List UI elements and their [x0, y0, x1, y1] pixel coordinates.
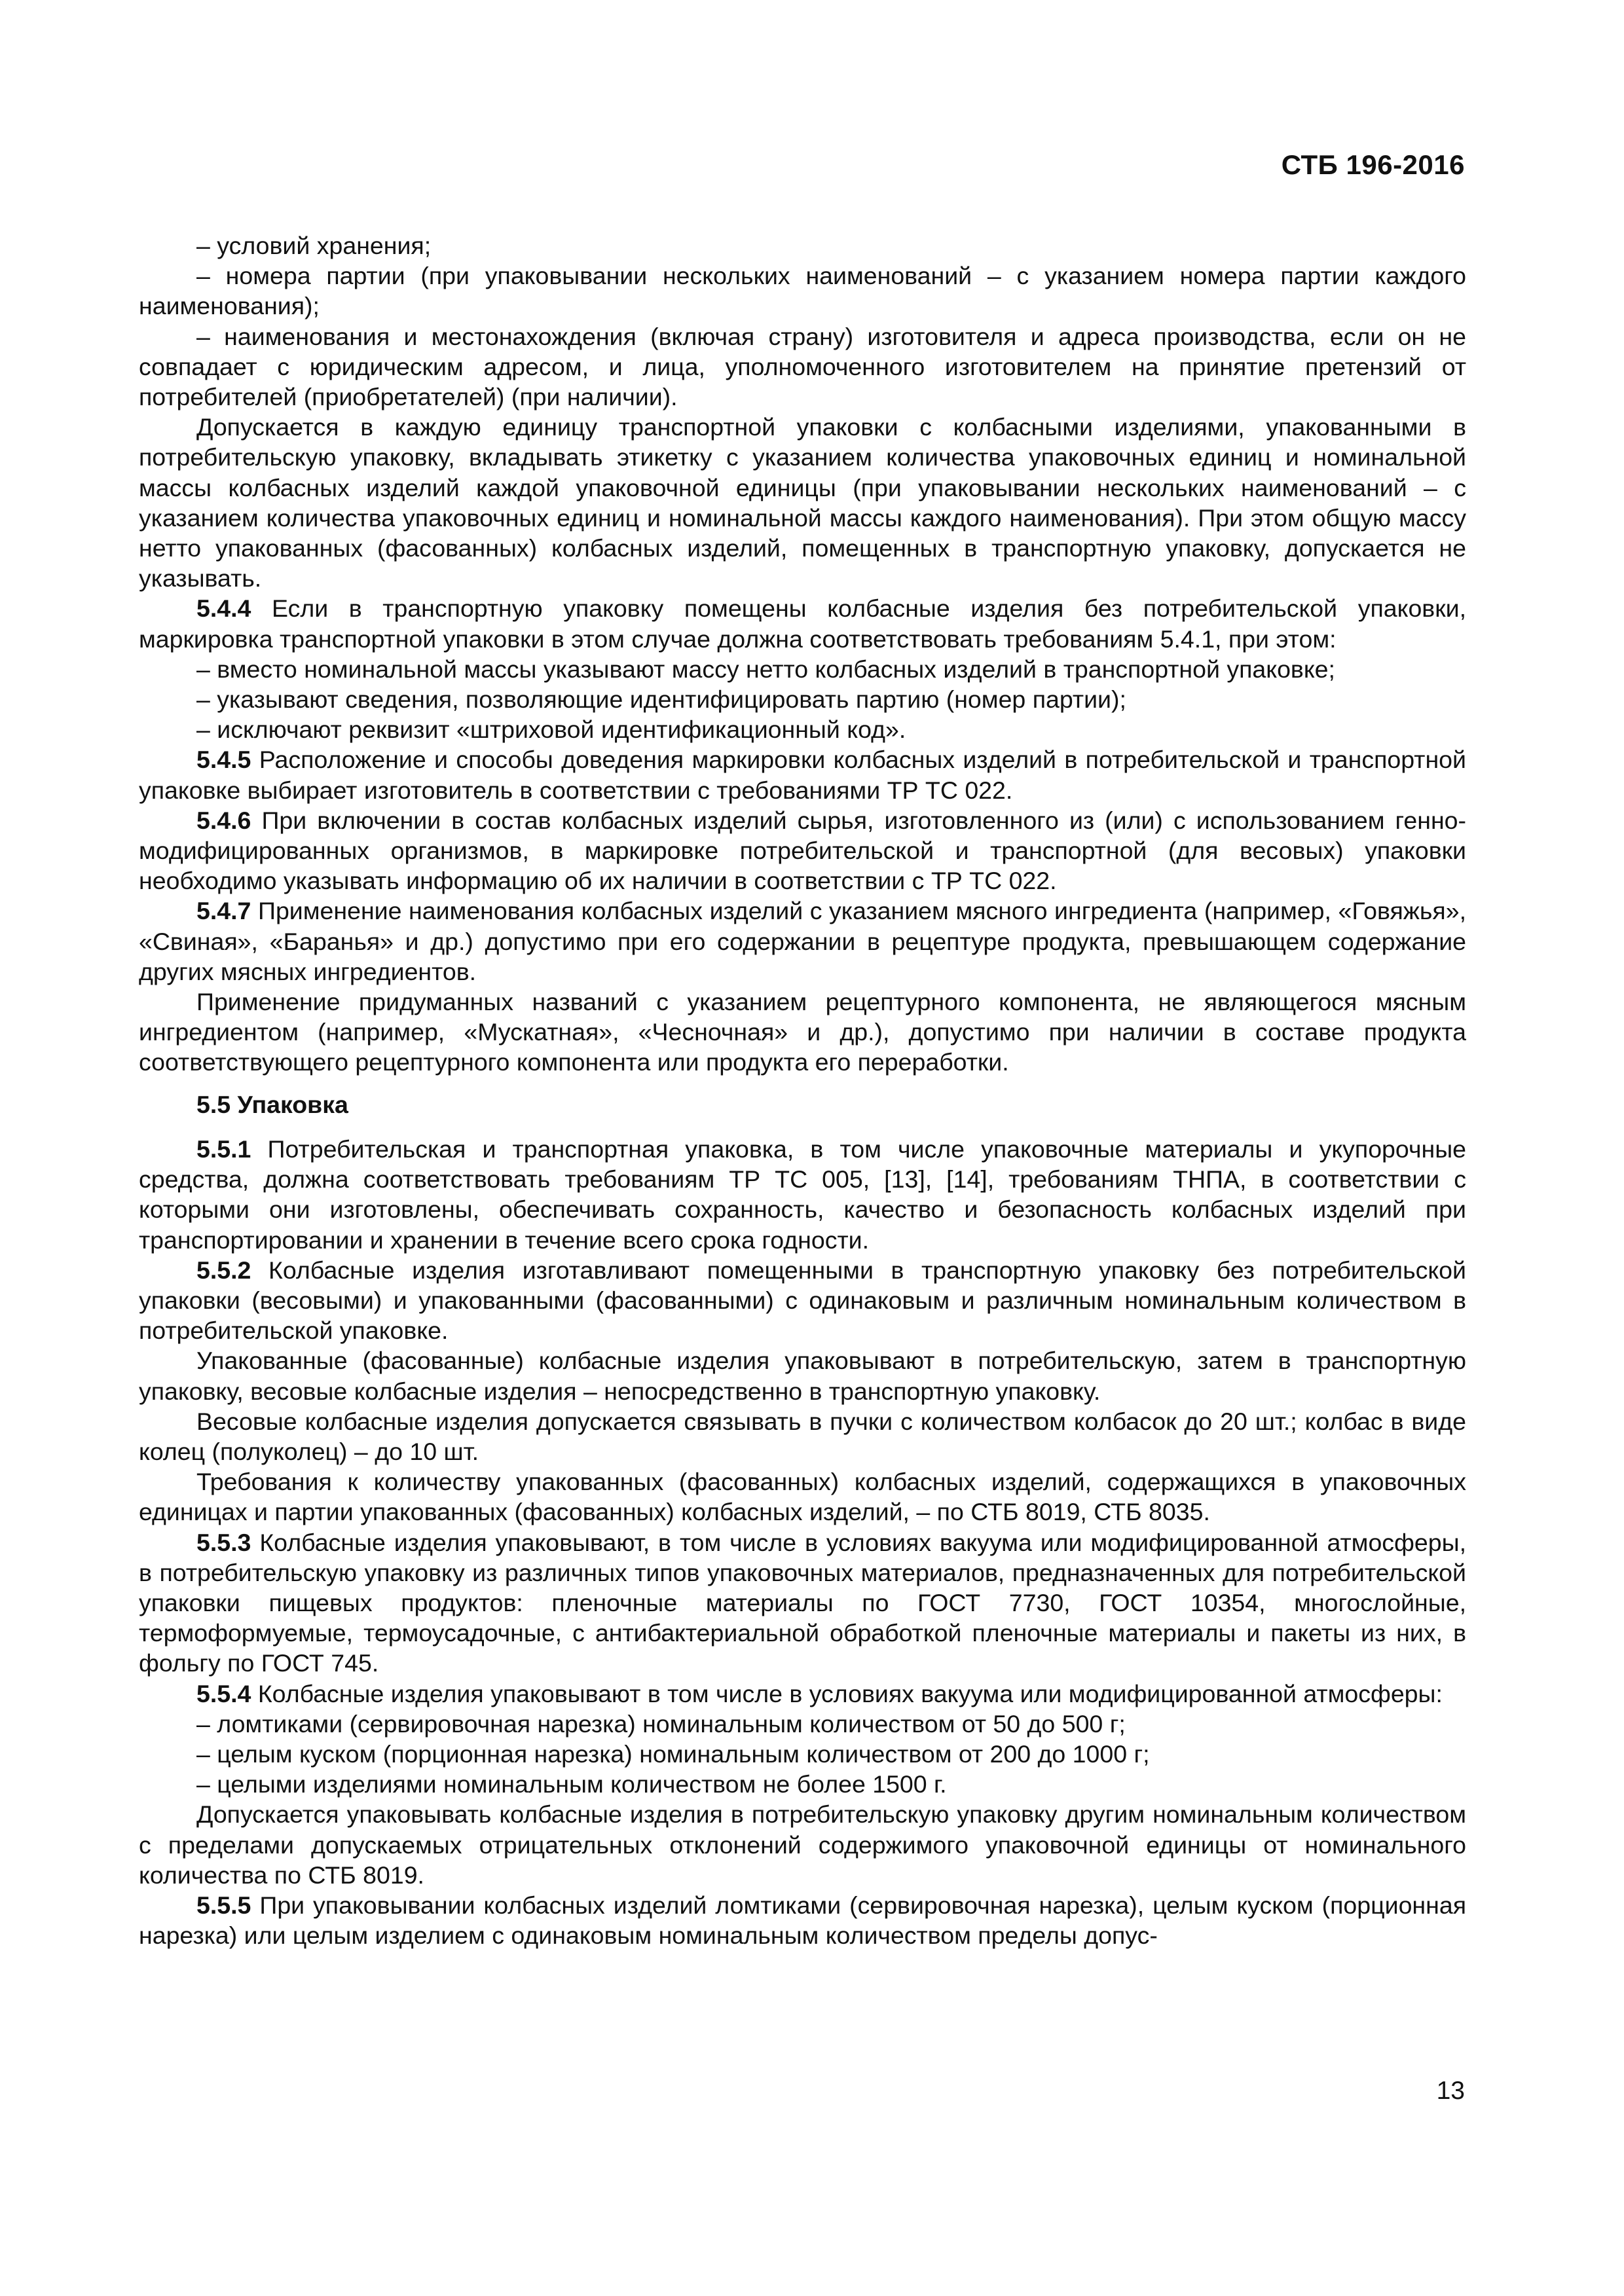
list-item-batch-info: – указывают сведения, позволяющие идентифицировать партию (номер партии);	[196, 685, 1126, 714]
clause-number: 5.4.4	[196, 594, 251, 623]
clause-5-4-4: 5.4.4 Если в транспортную упаковку помещены колбасные изделия без потребительской упаковки, маркировка транспортной упаковки в этом случае должна соответствовать требованиям 5.4.1, при этом:	[139, 594, 1466, 653]
clause-5-5-2: 5.5.2 Колбасные изделия изготавливают помещенными в транспортную упаковку без потребительской упаковки (весовыми) и упакованными (фасованными) с одинаковым и различным номинальным количеством в потребительской упаковке.	[139, 1256, 1466, 1345]
list-item-whole-piece: – целым куском (порционная нарезка) номинальным количеством от 200 до 1000 г;	[196, 1740, 1150, 1768]
paragraph-manufacturer: – наименования и местонахождения (включая страну) изготовителя и адреса производства, если он не совпадает с юридическим адресом, и лица, уполномоченного изготовителем на принятие претензий от потребителей (приобретателей) (при наличии).	[139, 322, 1466, 411]
clause-5-4-7: 5.4.7 Применение наименования колбасных изделий с указанием мясного ингредиента (например, «Говяжья», «Свиная», «Баранья» и др.) допустимо при его содержании в рецептуре продукта, превышающем содержание других мясных ингредиентов.	[139, 897, 1467, 985]
clause-number: 5.5.5	[196, 1891, 251, 1919]
list-item-barcode: – исключают реквизит «штриховой идентификационный код».	[196, 716, 906, 744]
standard-code-header: СТБ 196-2016	[1281, 149, 1465, 180]
clause-5-5-3: 5.5.3 Колбасные изделия упаковывают, в том числе в условиях вакуума или модифицированной атмосферы, в потребительскую упаковку из различных типов упаковочных материалов, предназначенных для потребительской упаковки пищевых продуктов: пленочные материалы по ГОСТ 7730, ГОСТ 10354, многослойные, термоформуемые, термоусадочные, с антибактериальной обработкой пленочные материалы и пакеты из них, в фольгу по ГОСТ 745.	[139, 1528, 1466, 1677]
document-body	[139, 230, 1466, 1950]
list-item-whole-products: – целыми изделиями номинальным количеством не более 1500 г.	[196, 1770, 947, 1798]
paragraph-bundles: Весовые колбасные изделия допускается связывать в пучки с количеством колбасок до 20 шт.; колбас в виде колец (полуколец) – до 10 шт.	[139, 1407, 1466, 1465]
paragraph-invented-names: Применение придуманных названий с указанием рецептурного компонента, не являющегося мясным ингредиентом (например, «Мускатная», «Чесночная» и др.), допустимо при наличии в составе продукта соответствующего рецептурного компонента или продукта его переработки.	[139, 988, 1466, 1076]
clause-number: 5.4.6	[196, 806, 251, 834]
clause-number: 5.5.4	[196, 1679, 251, 1707]
clause-5-5-1: 5.5.1 Потребительская и транспортная упаковка, в том числе упаковочные материалы и укупорочные средства, должна соответствовать требованиям ТР ТС 005, [13], [14], требованиям ТНПА, в соответствии с которыми они изготовлены, обеспечивать сохранность, качество и безопасность колбасных изделий при транспортировании и хранении в течение всего срока годности.	[139, 1135, 1466, 1254]
paragraph-quantity-requirements: Требования к количеству упакованных (фасованных) колбасных изделий, содержащихся в упаковочных единицах и партии упакованных (фасованных) колбасных изделий, – по СТБ 8019, СТБ 8035.	[139, 1468, 1466, 1526]
clause-number: 5.5.2	[196, 1256, 251, 1284]
paragraph-other-quantity: Допускается упаковывать колбасные изделия в потребительскую упаковку другим номинальным количеством с пределами допускаемых отрицательных отклонений содержимого упаковочной единицы от номинального количества по СТБ 8019.	[139, 1800, 1466, 1889]
clause-number: 5.4.7	[196, 897, 251, 925]
clause-5-4-6: 5.4.6 При включении в состав колбасных изделий сырья, изготовленного из (или) с использованием генно-модифицированных организмов, в маркировке потребительской и транспортной (для весовых) упаковки необходимо указывать информацию об их наличии в соответствии с ТР ТС 022.	[139, 806, 1466, 895]
page-number: 13	[1436, 2077, 1465, 2105]
clause-number: 5.5.3	[196, 1528, 251, 1556]
clause-5-4-5: 5.4.5 Расположение и способы доведения маркировки колбасных изделий в потребительской и транспортной упаковке выбирает изготовитель в соответствии с требованиями ТР ТС 022.	[139, 746, 1466, 804]
paragraph-batch-number: – номера партии (при упаковывании нескольких наименований – с указанием номера партии каждого наименования);	[139, 262, 1466, 320]
paragraph-label-insert: Допускается в каждую единицу транспортной упаковки с колбасными изделиями, упакованными в потребительскую упаковку, вкладывать этикетку с указанием количества упаковочных единиц и номинальной массы колбасных изделий каждой упаковочной единицы (при упаковывании нескольких наименований – с указанием количества упаковочных единиц и номинальной массы каждого наименования). При этом общую массу нетто упакованных (фасованных) колбасных изделий, помещенных в транспортную упаковку, допускается не указывать.	[139, 413, 1466, 592]
paragraph-packed-products: Упакованные (фасованные) колбасные изделия упаковывают в потребительскую, затем в транспортную упаковку, весовые колбасные изделия – непосредственно в транспортную упаковку.	[139, 1347, 1466, 1405]
list-item-slices: – ломтиками (сервировочная нарезка) номинальным количеством от 50 до 500 г;	[196, 1709, 1126, 1738]
list-item-net-mass: – вместо номинальной массы указывают массу нетто колбасных изделий в транспортной упаковке;	[196, 655, 1335, 683]
section-title-packaging: 5.5 Упаковка	[196, 1090, 348, 1118]
clause-5-5-4: 5.5.4 Колбасные изделия упаковывают в том числе в условиях вакуума или модифицированной атмосферы:	[196, 1679, 1443, 1707]
clause-number: 5.4.5	[196, 746, 251, 774]
paragraph-storage-conditions: – условий хранения;	[196, 232, 432, 259]
clause-number: 5.5.1	[196, 1135, 251, 1163]
clause-5-5-5: 5.5.5 При упаковывании колбасных изделий ломтиками (сервировочная нарезка), целым куском (порционная нарезка) или целым изделием с одинаковым номинальным количеством пределы допус-	[139, 1891, 1467, 1950]
